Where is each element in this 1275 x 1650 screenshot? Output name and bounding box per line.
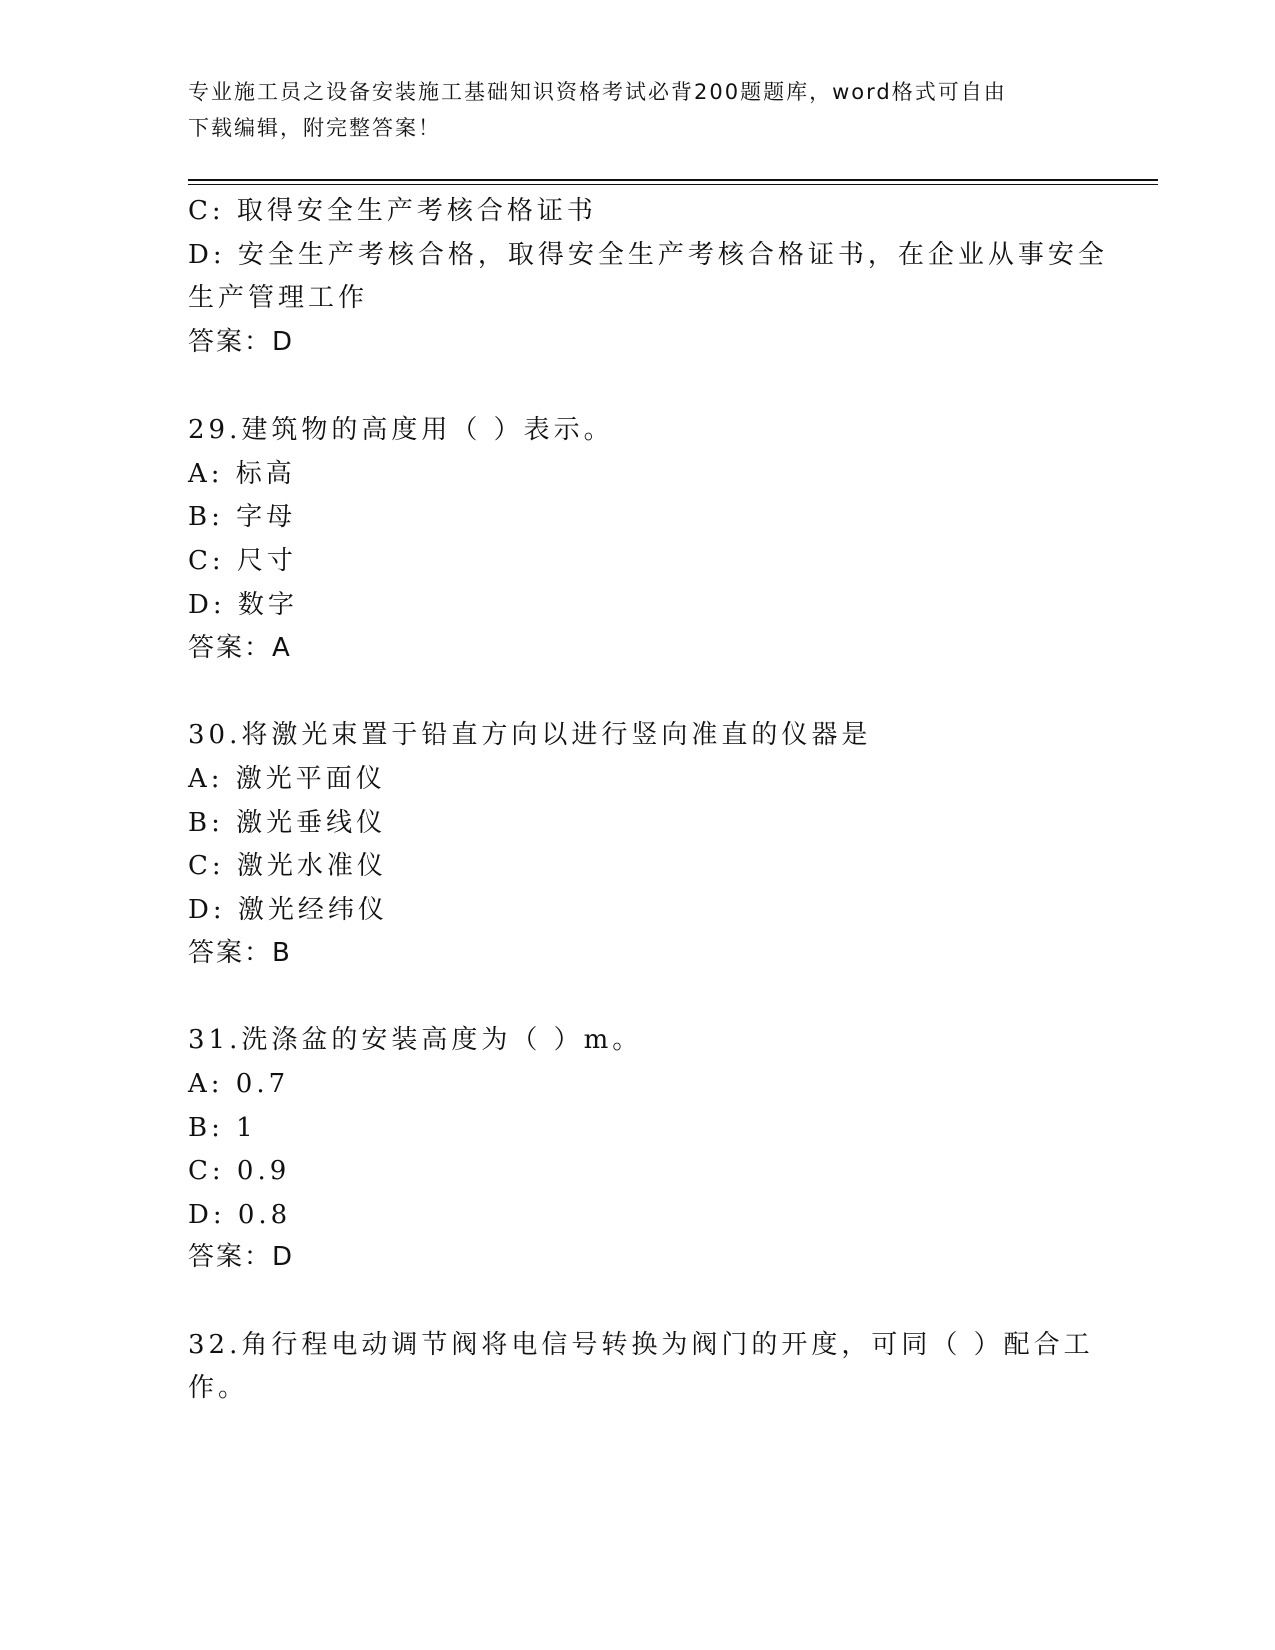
- option-c-q29: C: 尺寸: [188, 546, 297, 576]
- header-title-line-1: 专业施工员之设备安装施工基础知识资格考试必背200题题库，word格式可自由: [188, 80, 1007, 104]
- header-divider-thick: [188, 179, 1158, 181]
- option-b-q31: B: 1: [188, 1113, 257, 1143]
- option-d-q28-continued: 生产管理工作: [188, 283, 369, 313]
- answer-q30: 答案：B: [188, 938, 292, 968]
- document-header: [188, 74, 1088, 146]
- header-divider-thin: [188, 184, 1158, 185]
- option-d-q30: D: 激光经纬仪: [188, 895, 388, 925]
- option-a-q31: A: 0.7: [188, 1069, 290, 1099]
- question-30: 30.将激光束置于铅直方向以进行竖向准直的仪器是: [188, 720, 872, 750]
- option-c-q30: C: 激光水准仪: [188, 851, 387, 881]
- option-d-q31: D: 0.8: [188, 1200, 292, 1230]
- option-b-q30: B: 激光垂线仪: [188, 808, 387, 838]
- answer-q28: 答案：D: [188, 327, 295, 357]
- option-b-q29: B: 字母: [188, 502, 297, 532]
- option-d-q29: D: 数字: [188, 590, 298, 620]
- question-32: 32.角行程电动调节阀将电信号转换为阀门的开度，可同（ ）配合工: [188, 1330, 1094, 1360]
- answer-q29: 答案：A: [188, 633, 292, 663]
- answer-q31: 答案：D: [188, 1242, 295, 1272]
- option-c-q28: C: 取得安全生产考核合格证书: [188, 196, 597, 226]
- option-d-q28: D: 安全生产考核合格，取得安全生产考核合格证书，在企业从事安全: [188, 240, 1108, 270]
- question-31: 31.洗涤盆的安装高度为（ ）m。: [188, 1025, 643, 1055]
- question-29: 29.建筑物的高度用（ ）表示。: [188, 415, 614, 445]
- option-c-q31: C: 0.9: [188, 1156, 291, 1186]
- option-a-q29: A: 标高: [188, 459, 296, 489]
- option-a-q30: A: 激光平面仪: [188, 764, 386, 794]
- header-title-line-2: 下载编辑，附完整答案！: [188, 116, 441, 140]
- question-32-continued: 作。: [188, 1373, 249, 1403]
